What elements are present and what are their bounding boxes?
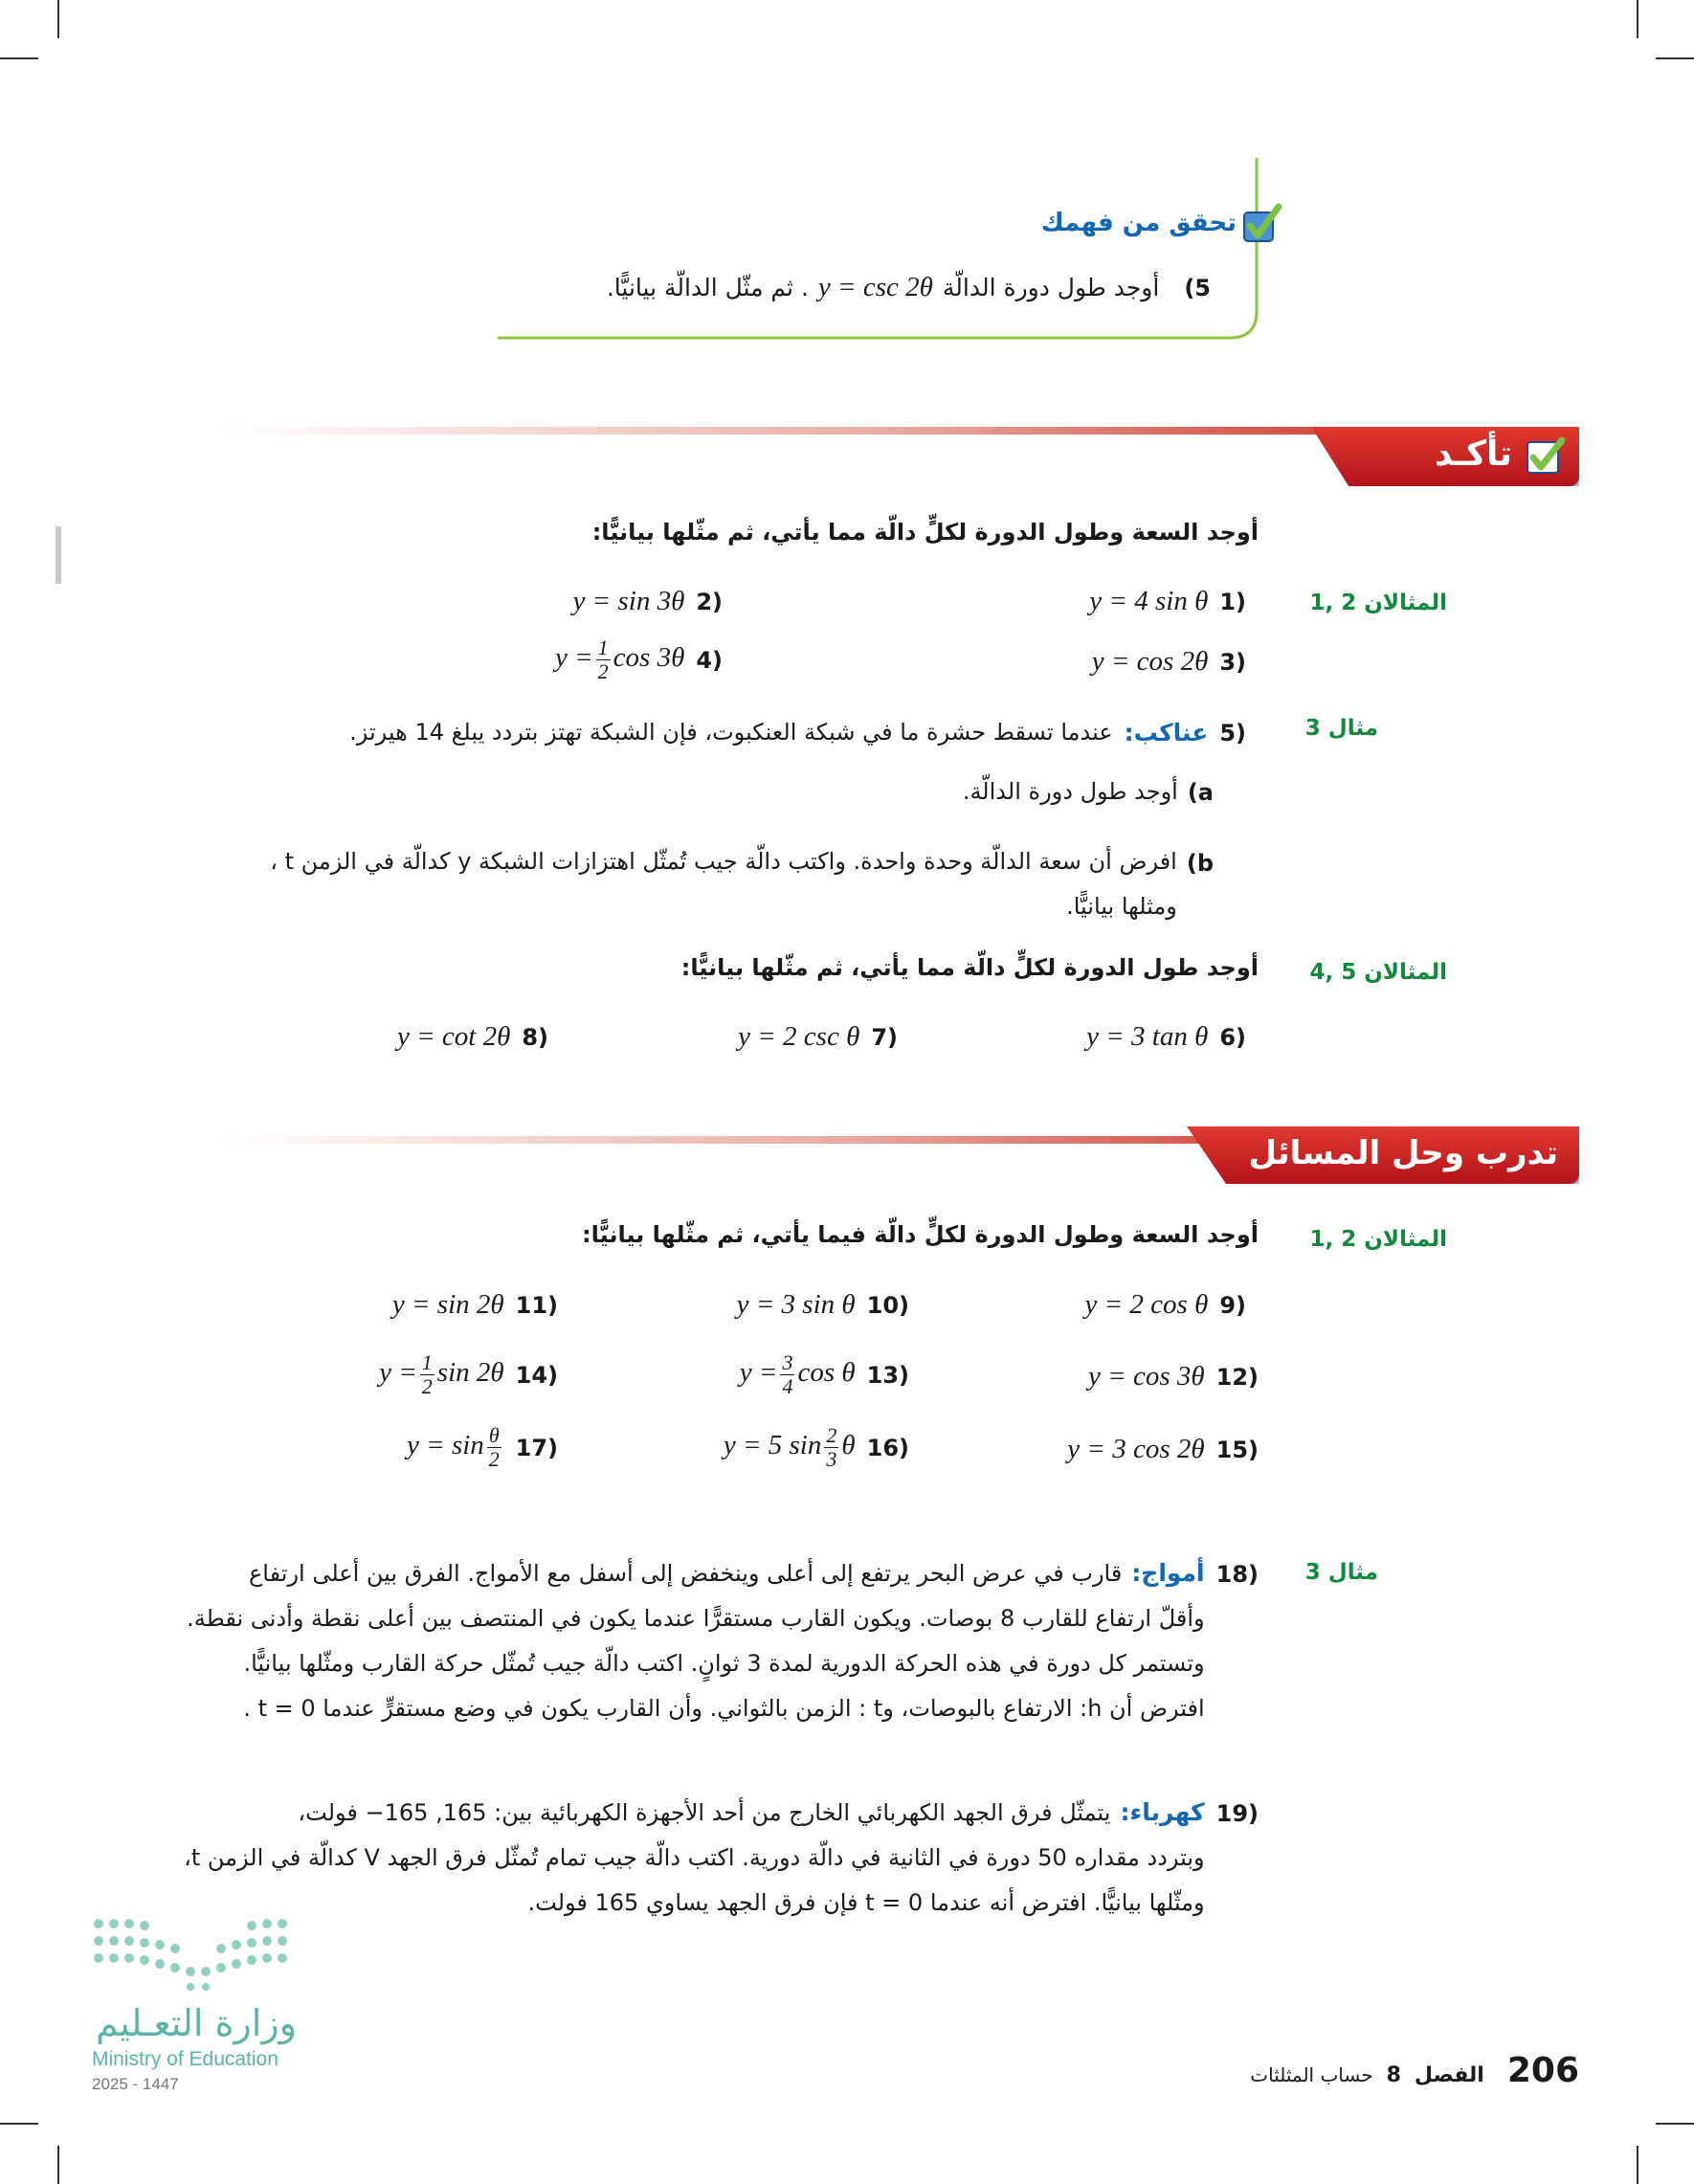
confirm-instruction-2: أوجد طول الدورة لكلٍّ دالّة مما يأتي، ثم مثّلها بيانيًّا: — [680, 954, 1259, 981]
fraction: $\frac{1}{2}$ — [421, 1350, 433, 1398]
practice-instruction: أوجد السعة وطول الدورة لكلٍّ دالّة فيما يأتي، ثم مثّلها بيانيًّا: — [582, 1221, 1259, 1248]
q14-math: y = $\frac{1}{2}$ sin 2θ — [379, 1350, 504, 1398]
chapter-number: 8 — [1386, 2063, 1401, 2087]
question-9: (9 y = 2 cos θ — [1084, 1289, 1246, 1320]
question-18: (18 أمواج:قارب في عرض البحر يرتفع إلى أعلى وينخفض إلى أسفل مع الأمواج. الفرق بين أعلى ارتفاع وأقلّ ارتفاع للقارب 8 بوصات. ويكون القارب مستقرًّا عندما يكون في المنتصف بين أعلى نقطة وأدنى نقطة. وتستمر كل دورة في هذه الحركة الدورية لمدة 3 ثوانٍ. اكتب دالّة جيب تُمثّل حركة القارب ومثّلها بيانيًّا. افترض أن h: الارتفاع بالبوصات، وt : الزمن بالثواني. وأن القارب يكون في وضع مستقرٍّ عندما t = 0 . — [187, 1559, 1259, 1722]
fraction: $\frac{3}{4}$ — [782, 1350, 793, 1398]
crop-mark — [0, 57, 38, 59]
question-19: (19 كهرباء:يتمثّل فرق الجهد الكهربائي الخارج من أحد الأجهزة الكهربائية بين: 165, 165− فولت، وبتردد مقداره 50 دورة في الثانية في دالّة دورية. اكتب دالّة جيب تمام تُمثّل فرق الجهد V كدالّة في الزمن t، ومثّلها بيانيًّا. افترض أنه عندما t = 0 فإن فرق الجهد يساوي 165 فولت. — [184, 1798, 1259, 1916]
question-17: (17 y = sin $\frac{\theta}{2}$ — [407, 1423, 558, 1471]
question-5: (5 عناكب: عندما تسقط حشرة ما في شبكة العنكبوت، فإن الشبكة تهتز بتردد يبلغ 14 هيرتز. — [349, 719, 1246, 747]
page-footer — [1250, 2051, 1579, 2090]
crop-mark — [57, 2146, 59, 2184]
check-understanding-header — [1040, 203, 1282, 251]
question-5b: b) افرض أن سعة الدالّة وحدة واحدة. واكتب دالّة جيب تُمثّل اهتزازات الشبكة y كدالّة في الزمن t ، ومثلها بيانيًّا. — [270, 848, 1214, 920]
checkmark-icon — [1526, 436, 1566, 477]
fraction: $\frac{2}{3}$ — [826, 1423, 837, 1471]
check-understanding-question: 5) أوجد طول دورة الدالّة y = csc 2θ . ثم مثّل الدالّة بيانيًّا. — [606, 272, 1211, 302]
example-ref: المثالان 5 ,4 — [1309, 960, 1447, 985]
confirm-header-bar — [220, 423, 1579, 492]
q16-math: y = 5 sin $\frac{2}{3}$ θ — [723, 1423, 856, 1471]
question-1: (1 y = 4 sin θ — [1089, 586, 1246, 616]
question-7: (7 y = 2 csc θ — [738, 1021, 898, 1052]
checkmark-icon — [1242, 203, 1282, 247]
question-14: (14 y = $\frac{1}{2}$ sin 2θ — [379, 1350, 558, 1398]
question-5a: a) أوجد طول دورة الدالّة. — [962, 778, 1214, 806]
practice-title: تدرب وحل المسائل — [1248, 1134, 1558, 1172]
question-8: (8 y = cot 2θ — [396, 1021, 548, 1052]
crop-mark — [1656, 57, 1694, 59]
example-ref: مثال 3 — [1304, 716, 1378, 741]
check-understanding-box — [498, 158, 1455, 340]
confirm-title: تأكـد — [1434, 435, 1512, 474]
crop-mark — [1637, 2146, 1638, 2184]
crop-mark — [1637, 0, 1638, 38]
q4-math: y = $\frac{1}{2}$ cos 3θ — [554, 635, 685, 683]
question-16: (16 y = 5 sin $\frac{2}{3}$ θ — [723, 1423, 909, 1471]
example-ref: المثالان 2 ,1 — [1309, 1227, 1447, 1252]
example-ref: مثال 3 — [1304, 1560, 1378, 1585]
question-4: (4 y = $\frac{1}{2}$ cos 3θ — [554, 635, 723, 683]
practice-header-bar — [220, 1123, 1579, 1192]
question-13: (13 y = $\frac{3}{4}$ cos θ — [739, 1350, 909, 1398]
q13-math: y = $\frac{3}{4}$ cos θ — [739, 1350, 856, 1398]
crop-mark — [1656, 2123, 1694, 2125]
fraction: $\frac{1}{2}$ — [597, 635, 609, 683]
fraction: $\frac{\theta}{2}$ — [488, 1423, 500, 1471]
chapter-label: الفصل — [1414, 2063, 1484, 2087]
question-11: (11 y = sin 2θ — [391, 1289, 558, 1320]
check-understanding-title: تحقق من فهمك — [1040, 209, 1237, 237]
chapter-title: حساب المثلثات — [1250, 2063, 1373, 2086]
ministry-logo-dots — [91, 1914, 301, 1991]
q17-math: y = sin $\frac{\theta}{2}$ — [407, 1423, 500, 1471]
ministry-name-ar: وزارة التعـليم — [95, 2002, 297, 2044]
crop-mark — [0, 2123, 38, 2125]
margin-tab — [56, 526, 61, 584]
check-box-frame — [498, 158, 1455, 340]
question-12: (12 y = cos 3θ — [1088, 1361, 1259, 1392]
question-6: (6 y = 3 tan θ — [1086, 1021, 1246, 1052]
question-3: (3 y = cos 2θ — [1091, 646, 1246, 677]
ministry-name-en: Ministry of Education — [92, 2048, 279, 2070]
year-label: 2025 - 1447 — [92, 2075, 179, 2093]
question-2: (2 y = sin 3θ — [572, 586, 723, 616]
example-ref: المثالان 2 ,1 — [1309, 591, 1447, 615]
question-15: (15 y = 3 cos 2θ — [1067, 1434, 1259, 1464]
confirm-header-line — [220, 427, 1340, 435]
page-number: 206 — [1506, 2051, 1579, 2090]
confirm-instruction-1: أوجد السعة وطول الدورة لكلٍّ دالّة مما يأتي، ثم مثّلها بيانيًّا: — [591, 519, 1259, 546]
crop-mark — [57, 0, 59, 38]
practice-header-line — [220, 1136, 1273, 1144]
question-10: (10 y = 3 sin θ — [736, 1289, 909, 1320]
